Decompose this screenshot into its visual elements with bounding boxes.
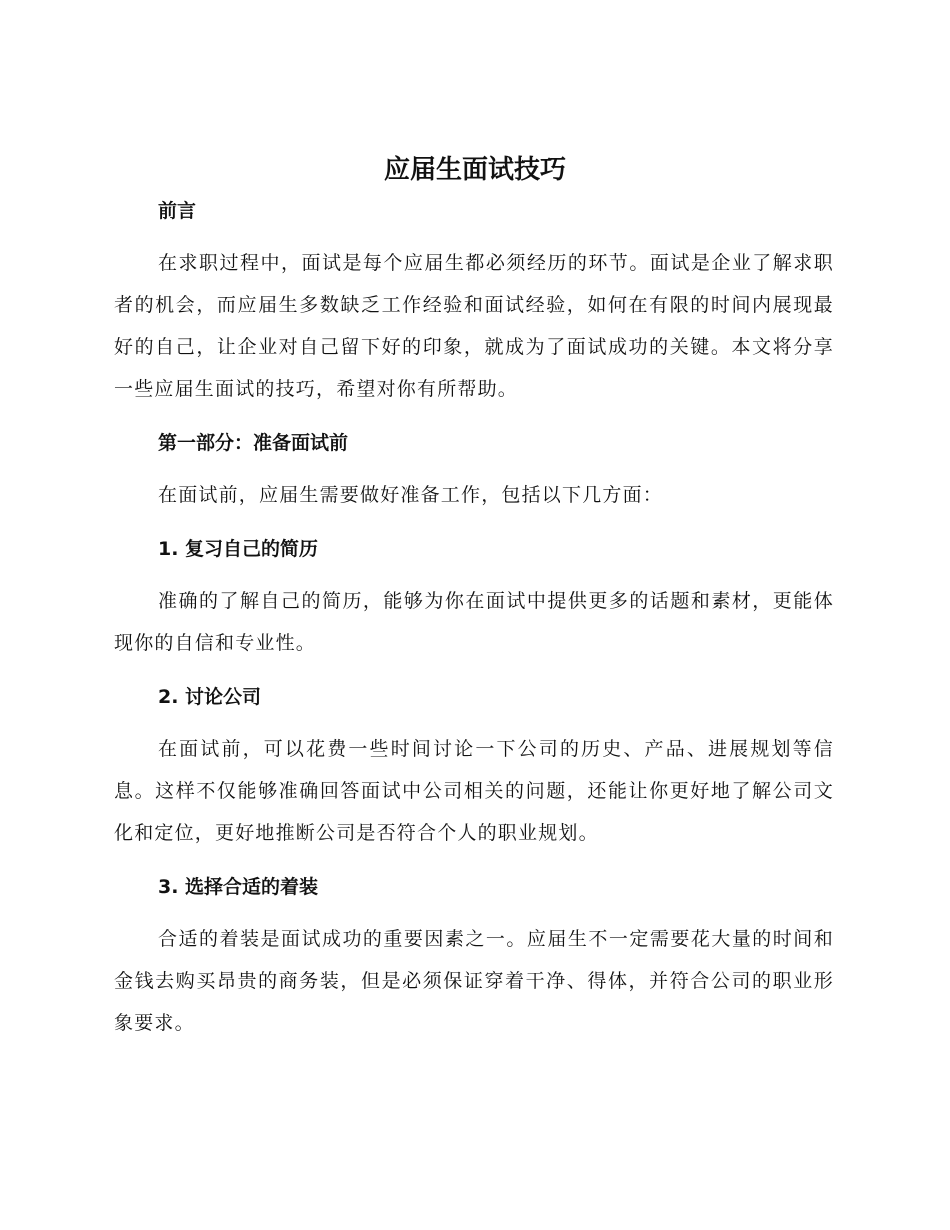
paragraph-attire: 合适的着装是面试成功的重要因素之一。应届生不一定需要花大量的时间和金钱去购买昂贵的商务装，但是必须保证穿着干净、得体，并符合公司的职业形象要求。 (114, 928, 834, 1034)
item-heading-company: 2. 讨论公司 (158, 686, 262, 708)
paragraph-resume: 准确的了解自己的简历，能够为你在面试中提供更多的话题和素材，更能体现你的自信和专业性。 (114, 590, 834, 654)
section-heading-preface: 前言 (158, 200, 197, 222)
item-heading-resume: 1. 复习自己的简历 (158, 538, 319, 560)
page-title: 应届生面试技巧 (383, 155, 566, 185)
paragraph-part1-intro: 在面试前，应届生需要做好准备工作，包括以下几方面： (158, 484, 664, 506)
document-body (114, 190, 834, 1044)
item-heading-attire: 3. 选择合适的着装 (158, 876, 319, 898)
paragraph-preface: 在求职过程中，面试是每个应届生都必须经历的环节。面试是企业了解求职者的机会，而应届生多数缺乏工作经验和面试经验，如何在有限的时间内展现最好的自己，让企业对自己留下好的印象，就成为了面试成功的关键。本文将分享一些应届生面试的技巧，希望对你有所帮助。 (114, 252, 834, 400)
section-heading-part1: 第一部分：准备面试前 (158, 432, 349, 454)
paragraph-company: 在面试前，可以花费一些时间讨论一下公司的历史、产品、进展规划等信息。这样不仅能够准确回答面试中公司相关的问题，还能让你更好地了解公司文化和定位，更好地推断公司是否符合个人的职业规划。 (114, 738, 834, 844)
